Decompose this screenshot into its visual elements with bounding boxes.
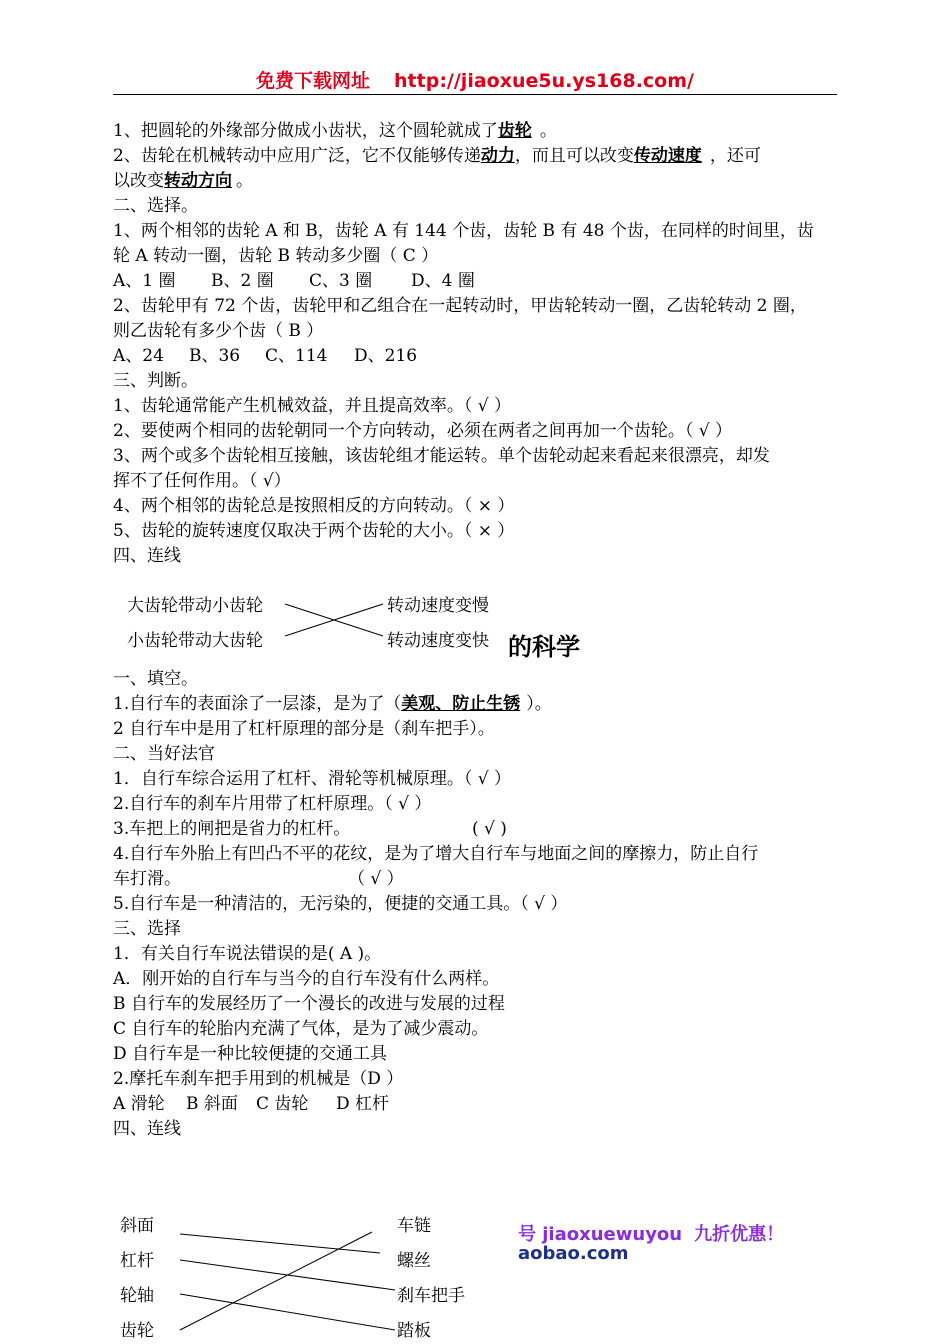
- gear-judge-3-cont: 挥不了任何作用。（ √）: [113, 471, 291, 491]
- option: A、1 圈: [113, 271, 176, 291]
- download-header: [113, 66, 837, 95]
- gear-choice-heading: 二、选择。: [113, 196, 198, 216]
- bike-judge-4: 4.自行车外胎上有凹凸不平的花纹，是为了增大自行车与地面之间的摩擦力，防止自行: [113, 844, 759, 864]
- option: D 杠杆: [336, 1094, 390, 1114]
- bike-match-right-item: 车链: [397, 1216, 431, 1236]
- bike-match-right-item: 踏板: [397, 1321, 431, 1341]
- bike-judge-1: 1．自行车综合运用了杠杆、滑轮等机械原理。（ √ ）: [113, 769, 511, 789]
- bike-match-heading: 四、连线: [113, 1119, 181, 1139]
- bike-connector-line: [180, 1260, 395, 1290]
- bike-choice-2: 2.摩托车刹车把手用到的机械是（D ）: [113, 1069, 404, 1089]
- bike-choice-1-d: D 自行车是一种比较便捷的交通工具: [113, 1044, 388, 1064]
- bike-connector-line: [180, 1232, 372, 1330]
- gear-match-heading: 四、连线: [113, 546, 181, 566]
- gear-fill-1: 1、把圆轮的外缘部分做成小齿状，这个圆轮就成了齿轮 。: [113, 121, 557, 141]
- gear-match-left-item: 大齿轮带动小齿轮: [127, 596, 263, 616]
- answer-speed: 传动速度: [633, 146, 702, 166]
- gear-fill-2-cont: 以改变转动方向 。: [113, 171, 253, 191]
- bike-match-left-item: 轮轴: [120, 1286, 154, 1306]
- gear-judge-4: 4、两个相邻的齿轮总是按照相反的方向转动。（ × ）: [113, 496, 515, 516]
- promo-shop: 号 jiaoxuewuyou: [518, 1224, 683, 1245]
- promo-line-2[interactable]: aobao.com: [518, 1243, 629, 1264]
- bike-match-left-item: 齿轮: [120, 1321, 154, 1341]
- gear-judge-3: 3、两个或多个齿轮相互接触，该齿轮组才能运转。单个齿轮动起来看起来很漂亮，却发: [113, 446, 770, 466]
- bike-judge-5: 5.自行车是一种清洁的，无污染的，便捷的交通工具。（ √ ）: [113, 894, 568, 914]
- bike-judge-3-mark: ( √ ): [472, 819, 507, 839]
- bike-match-left-item: 斜面: [120, 1216, 154, 1236]
- bike-choice-1: 1．有关自行车说法错误的是( A )。: [113, 944, 382, 964]
- bike-connector-line: [180, 1234, 380, 1253]
- bike-choice-heading: 三、选择: [113, 919, 181, 939]
- gear-q1-options: [113, 270, 475, 292]
- gear-connector-line: [285, 604, 383, 636]
- option: C、3 圈: [309, 271, 373, 291]
- bike-choice-1-b: B 自行车的发展经历了一个漫长的改进与发展的过程: [113, 994, 505, 1014]
- answer-power: 动力: [480, 146, 515, 166]
- answer-direction: 转动方向: [164, 171, 232, 191]
- answer-paint: 美观、防止生锈: [401, 694, 521, 714]
- option: D、4 圈: [411, 271, 475, 291]
- bike-choice-2-options: [113, 1093, 389, 1115]
- bike-match-right-item: 螺丝: [397, 1251, 431, 1271]
- option: B 斜面: [186, 1094, 238, 1114]
- option: D、216: [354, 346, 418, 366]
- bike-choice-1-c: C 自行车的轮胎内充满了气体，是为了减少震动。: [113, 1019, 489, 1039]
- promo-discount: 九折优惠！: [694, 1224, 785, 1245]
- header-label: 免费下载网址: [256, 70, 371, 92]
- gear-q2-line1: 2、齿轮甲有 72 个齿，齿轮甲和乙组合在一起转动时，甲齿轮转动一圈，乙齿轮转动 2 圈，: [113, 296, 807, 316]
- option: A 滑轮: [113, 1094, 165, 1114]
- bike-match-left-item: 杠杆: [120, 1251, 154, 1271]
- bike-judge-heading: 二、当好法官: [113, 744, 215, 764]
- answer-gear: 齿轮: [497, 121, 532, 141]
- gear-q2-line2: 则乙齿轮有多少个齿（ B ）: [113, 321, 324, 341]
- option: A、24: [113, 346, 164, 366]
- option: C、114: [265, 346, 328, 366]
- gear-q2-options: [113, 345, 417, 367]
- bike-connector-line: [180, 1294, 395, 1330]
- option: B、36: [189, 346, 241, 366]
- gear-judge-heading: 三、判断。: [113, 371, 198, 391]
- bike-fill-heading: 一、填空。: [113, 669, 198, 689]
- partial-title: 的科学: [508, 633, 580, 661]
- bike-match-right-item: 刹车把手: [397, 1286, 465, 1306]
- gear-connector-line: [285, 604, 383, 636]
- gear-q1-line2: 轮 A 转动一圈，齿轮 B 转动多少圈（ C ）: [113, 246, 439, 266]
- gear-q1-line1: 1、两个相邻的齿轮 A 和 B，齿轮 A 有 144 个齿，齿轮 B 有 48 个齿，在同样的时间里，齿: [113, 221, 814, 241]
- header-url-link[interactable]: http://jiaoxue5u.ys168.com/: [394, 70, 694, 92]
- bike-judge-4-mark: （ √ ）: [348, 869, 404, 889]
- option: B、2 圈: [211, 271, 274, 291]
- gear-match-left-item: 小齿轮带动大齿轮: [127, 631, 263, 651]
- bike-judge-4-cont: 车打滑。: [113, 869, 181, 889]
- bike-choice-1-a: A．刚开始的自行车与当今的自行车没有什么两样。: [113, 969, 500, 989]
- bike-judge-3: 3.车把上的闸把是省力的杠杆。: [113, 819, 351, 839]
- gear-match-right-item: 转动速度变慢: [387, 596, 489, 616]
- bike-fill-1: 1.自行车的表面涂了一层漆，是为了（美观、防止生锈 ）。: [113, 694, 552, 714]
- bike-fill-2: 2 自行车中是用了杠杆原理的部分是（刹车把手）。: [113, 719, 495, 739]
- gear-judge-5: 5、齿轮的旋转速度仅取决于两个齿轮的大小。（ × ）: [113, 521, 515, 541]
- gear-judge-2: 2、要使两个相同的齿轮朝同一个方向转动，必须在两者之间再加一个齿轮。（ √ ）: [113, 421, 732, 441]
- gear-judge-1: 1、齿轮通常能产生机械效益，并且提高效率。（ √ ）: [113, 396, 511, 416]
- gear-fill-2: 2、齿轮在机械转动中应用广泛，它不仅能够传递动力，而且可以改变传动速度 ，还可: [113, 146, 761, 166]
- option: C 齿轮: [256, 1094, 309, 1114]
- gear-match-right-item: 转动速度变快: [387, 631, 489, 651]
- bike-judge-2: 2.自行车的刹车片用带了杠杆原理。（ √ ）: [113, 794, 432, 814]
